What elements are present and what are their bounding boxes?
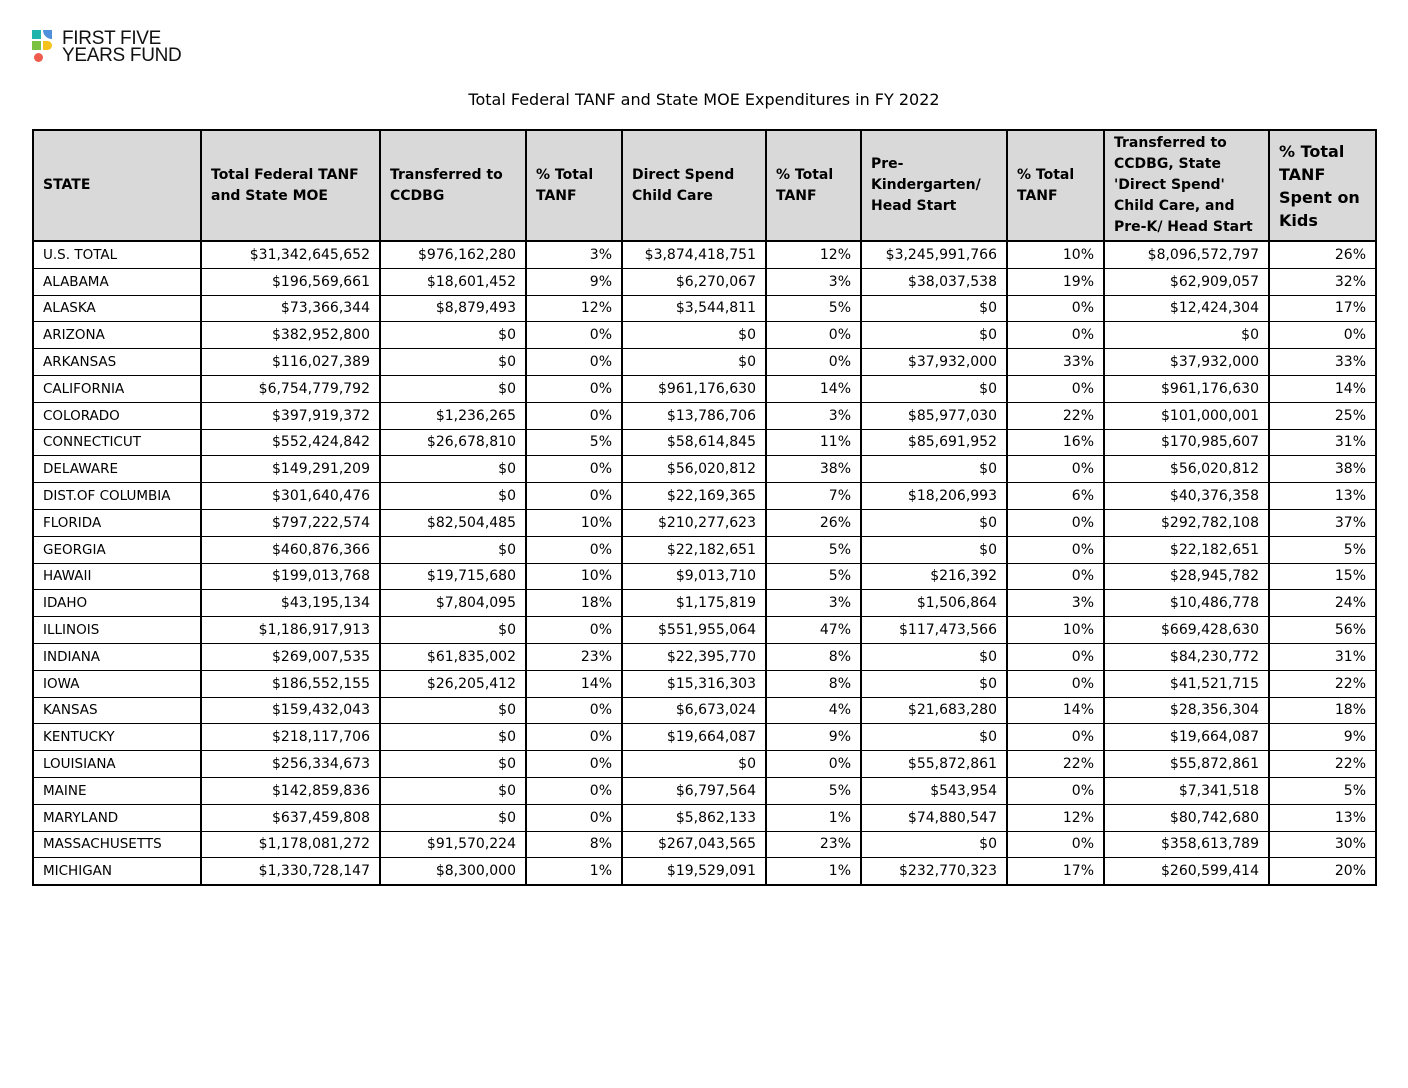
- cell-pct-prek: 6%: [1007, 483, 1104, 510]
- cell-pre-k: $232,770,323: [861, 858, 1007, 885]
- cell-total-tanf-moe: $256,334,673: [201, 751, 380, 778]
- header-direct-spend-child-care: Direct Spend Child Care: [622, 130, 766, 241]
- cell-pct-direct: 3%: [766, 402, 861, 429]
- cell-pct-kids: 20%: [1269, 858, 1376, 885]
- cell-transferred-ccdbg: $0: [380, 777, 526, 804]
- cell-transferred-ccdbg: $1,236,265: [380, 402, 526, 429]
- table-row: [33, 697, 1376, 724]
- cell-transferred-ccdbg: $0: [380, 536, 526, 563]
- table-row: [33, 777, 1376, 804]
- cell-pct-direct: 38%: [766, 456, 861, 483]
- cell-transferred-ccdbg: $61,835,002: [380, 643, 526, 670]
- cell-total-kids: $101,000,001: [1104, 402, 1269, 429]
- table-row: [33, 509, 1376, 536]
- cell-direct-spend: $58,614,845: [622, 429, 766, 456]
- cell-state: HAWAII: [33, 563, 201, 590]
- cell-pct-ccdbg: 0%: [526, 751, 622, 778]
- cell-state: MICHIGAN: [33, 858, 201, 885]
- cell-pct-ccdbg: 12%: [526, 295, 622, 322]
- cell-direct-spend: $19,529,091: [622, 858, 766, 885]
- table-row: [33, 563, 1376, 590]
- cell-transferred-ccdbg: $0: [380, 375, 526, 402]
- cell-pre-k: $0: [861, 322, 1007, 349]
- cell-transferred-ccdbg: $91,570,224: [380, 831, 526, 858]
- header-pct-spent-on-kids: % Total TANF Spent on Kids: [1269, 130, 1376, 241]
- cell-pct-prek: 0%: [1007, 322, 1104, 349]
- cell-pct-kids: 5%: [1269, 536, 1376, 563]
- cell-pct-direct: 5%: [766, 536, 861, 563]
- table-row: [33, 724, 1376, 751]
- table-row: [33, 831, 1376, 858]
- cell-pre-k: $85,977,030: [861, 402, 1007, 429]
- cell-transferred-ccdbg: $19,715,680: [380, 563, 526, 590]
- cell-pre-k: $38,037,538: [861, 268, 1007, 295]
- cell-pct-direct: 0%: [766, 322, 861, 349]
- cell-state: MARYLAND: [33, 804, 201, 831]
- cell-state: ILLINOIS: [33, 617, 201, 644]
- table-body: [33, 241, 1376, 885]
- cell-pct-direct: 0%: [766, 349, 861, 376]
- cell-total-tanf-moe: $31,342,645,652: [201, 241, 380, 268]
- cell-direct-spend: $961,176,630: [622, 375, 766, 402]
- cell-total-tanf-moe: $43,195,134: [201, 590, 380, 617]
- header-transferred-ccdbg: Transferred to CCDBG: [380, 130, 526, 241]
- cell-transferred-ccdbg: $0: [380, 697, 526, 724]
- cell-pre-k: $3,245,991,766: [861, 241, 1007, 268]
- cell-transferred-ccdbg: $8,300,000: [380, 858, 526, 885]
- cell-direct-spend: $210,277,623: [622, 509, 766, 536]
- cell-pct-ccdbg: 9%: [526, 268, 622, 295]
- header-pct-total-tanf-prek: % Total TANF: [1007, 130, 1104, 241]
- table-row: [33, 295, 1376, 322]
- cell-pre-k: $0: [861, 295, 1007, 322]
- cell-state: ARIZONA: [33, 322, 201, 349]
- cell-state: DELAWARE: [33, 456, 201, 483]
- cell-pct-kids: 26%: [1269, 241, 1376, 268]
- cell-pct-prek: 10%: [1007, 241, 1104, 268]
- cell-pct-ccdbg: 0%: [526, 375, 622, 402]
- header-state: STATE: [33, 130, 201, 241]
- cell-direct-spend: $6,797,564: [622, 777, 766, 804]
- cell-transferred-ccdbg: $0: [380, 456, 526, 483]
- cell-transferred-ccdbg: $0: [380, 349, 526, 376]
- cell-pre-k: $0: [861, 375, 1007, 402]
- cell-pre-k: $0: [861, 643, 1007, 670]
- cell-direct-spend: $22,182,651: [622, 536, 766, 563]
- cell-state: MAINE: [33, 777, 201, 804]
- cell-pct-kids: 31%: [1269, 643, 1376, 670]
- cell-total-tanf-moe: $637,459,808: [201, 804, 380, 831]
- cell-transferred-ccdbg: $976,162,280: [380, 241, 526, 268]
- cell-pre-k: $216,392: [861, 563, 1007, 590]
- cell-pct-prek: 33%: [1007, 349, 1104, 376]
- cell-state: MASSACHUSETTS: [33, 831, 201, 858]
- cell-total-tanf-moe: $116,027,389: [201, 349, 380, 376]
- cell-pct-ccdbg: 1%: [526, 858, 622, 885]
- cell-total-kids: $22,182,651: [1104, 536, 1269, 563]
- table-row: [33, 858, 1376, 885]
- cell-pct-ccdbg: 0%: [526, 617, 622, 644]
- header-pct-total-tanf-direct: % Total TANF: [766, 130, 861, 241]
- cell-state: ALABAMA: [33, 268, 201, 295]
- cell-pct-ccdbg: 8%: [526, 831, 622, 858]
- cell-total-tanf-moe: $159,432,043: [201, 697, 380, 724]
- cell-total-tanf-moe: $196,569,661: [201, 268, 380, 295]
- cell-pct-kids: 38%: [1269, 456, 1376, 483]
- cell-pct-prek: 17%: [1007, 858, 1104, 885]
- logo-mark-icon: [32, 30, 54, 64]
- cell-total-tanf-moe: $199,013,768: [201, 563, 380, 590]
- cell-pre-k: $0: [861, 509, 1007, 536]
- cell-total-kids: $28,945,782: [1104, 563, 1269, 590]
- cell-direct-spend: $15,316,303: [622, 670, 766, 697]
- cell-pct-kids: 22%: [1269, 670, 1376, 697]
- cell-state: CALIFORNIA: [33, 375, 201, 402]
- cell-pct-ccdbg: 0%: [526, 804, 622, 831]
- cell-state: CONNECTICUT: [33, 429, 201, 456]
- cell-pct-prek: 0%: [1007, 643, 1104, 670]
- cell-state: ARKANSAS: [33, 349, 201, 376]
- cell-total-kids: $10,486,778: [1104, 590, 1269, 617]
- cell-pct-kids: 24%: [1269, 590, 1376, 617]
- cell-pre-k: $18,206,993: [861, 483, 1007, 510]
- cell-pct-kids: 33%: [1269, 349, 1376, 376]
- cell-total-tanf-moe: $6,754,779,792: [201, 375, 380, 402]
- cell-pct-prek: 22%: [1007, 751, 1104, 778]
- header-total-kids-spending: Transferred to CCDBG, State 'Direct Spend' Child Care, and Pre-K/ Head Start: [1104, 130, 1269, 241]
- cell-pre-k: $1,506,864: [861, 590, 1007, 617]
- cell-pct-prek: 0%: [1007, 456, 1104, 483]
- cell-pct-kids: 31%: [1269, 429, 1376, 456]
- header-total-tanf-moe: Total Federal TANF and State MOE: [201, 130, 380, 241]
- cell-pct-kids: 0%: [1269, 322, 1376, 349]
- cell-direct-spend: $0: [622, 349, 766, 376]
- cell-pct-kids: 14%: [1269, 375, 1376, 402]
- cell-total-tanf-moe: $382,952,800: [201, 322, 380, 349]
- first-five-years-fund-logo: [32, 30, 181, 64]
- cell-pct-direct: 7%: [766, 483, 861, 510]
- table-row: [33, 429, 1376, 456]
- cell-pct-prek: 0%: [1007, 777, 1104, 804]
- header-pre-k-head-start: Pre-Kindergarten/ Head Start: [861, 130, 1007, 241]
- cell-pct-ccdbg: 10%: [526, 509, 622, 536]
- cell-total-kids: $358,613,789: [1104, 831, 1269, 858]
- cell-transferred-ccdbg: $26,678,810: [380, 429, 526, 456]
- cell-pct-ccdbg: 14%: [526, 670, 622, 697]
- cell-pct-kids: 9%: [1269, 724, 1376, 751]
- cell-pct-direct: 23%: [766, 831, 861, 858]
- cell-total-kids: $55,872,861: [1104, 751, 1269, 778]
- cell-pct-prek: 14%: [1007, 697, 1104, 724]
- cell-total-kids: $62,909,057: [1104, 268, 1269, 295]
- cell-pct-prek: 0%: [1007, 536, 1104, 563]
- cell-state: INDIANA: [33, 643, 201, 670]
- cell-total-kids: $41,521,715: [1104, 670, 1269, 697]
- cell-pre-k: $85,691,952: [861, 429, 1007, 456]
- cell-transferred-ccdbg: $18,601,452: [380, 268, 526, 295]
- cell-total-tanf-moe: $460,876,366: [201, 536, 380, 563]
- cell-pct-kids: 56%: [1269, 617, 1376, 644]
- cell-total-tanf-moe: $1,186,917,913: [201, 617, 380, 644]
- table-row: [33, 322, 1376, 349]
- table-row: [33, 268, 1376, 295]
- cell-pct-kids: 22%: [1269, 751, 1376, 778]
- cell-pct-ccdbg: 0%: [526, 402, 622, 429]
- cell-pct-prek: 19%: [1007, 268, 1104, 295]
- table-row: [33, 375, 1376, 402]
- cell-pct-kids: 25%: [1269, 402, 1376, 429]
- cell-total-tanf-moe: $797,222,574: [201, 509, 380, 536]
- cell-pre-k: $0: [861, 456, 1007, 483]
- cell-pct-prek: 0%: [1007, 831, 1104, 858]
- cell-pre-k: $543,954: [861, 777, 1007, 804]
- cell-pre-k: $21,683,280: [861, 697, 1007, 724]
- cell-direct-spend: $22,169,365: [622, 483, 766, 510]
- cell-direct-spend: $6,673,024: [622, 697, 766, 724]
- cell-pct-kids: 30%: [1269, 831, 1376, 858]
- cell-pre-k: $37,932,000: [861, 349, 1007, 376]
- cell-pct-direct: 1%: [766, 858, 861, 885]
- cell-pct-prek: 0%: [1007, 295, 1104, 322]
- table-row: [33, 751, 1376, 778]
- table-row: [33, 590, 1376, 617]
- cell-total-kids: $37,932,000: [1104, 349, 1269, 376]
- cell-direct-spend: $5,862,133: [622, 804, 766, 831]
- cell-pct-ccdbg: 23%: [526, 643, 622, 670]
- cell-pct-prek: 22%: [1007, 402, 1104, 429]
- cell-pct-prek: 0%: [1007, 724, 1104, 751]
- cell-pre-k: $0: [861, 831, 1007, 858]
- cell-state: KANSAS: [33, 697, 201, 724]
- cell-pct-kids: 13%: [1269, 804, 1376, 831]
- cell-total-kids: $12,424,304: [1104, 295, 1269, 322]
- cell-direct-spend: $0: [622, 322, 766, 349]
- cell-pct-direct: 8%: [766, 643, 861, 670]
- cell-pre-k: $0: [861, 536, 1007, 563]
- logo-line-2: YEARS FUND: [62, 45, 182, 66]
- cell-total-tanf-moe: $1,178,081,272: [201, 831, 380, 858]
- cell-transferred-ccdbg: $0: [380, 322, 526, 349]
- cell-state: COLORADO: [33, 402, 201, 429]
- cell-transferred-ccdbg: $26,205,412: [380, 670, 526, 697]
- cell-pct-direct: 5%: [766, 777, 861, 804]
- cell-total-kids: $260,599,414: [1104, 858, 1269, 885]
- cell-state: DIST.OF COLUMBIA: [33, 483, 201, 510]
- cell-direct-spend: $56,020,812: [622, 456, 766, 483]
- tanf-expenditures-table: [32, 129, 1377, 886]
- cell-total-kids: $961,176,630: [1104, 375, 1269, 402]
- cell-pre-k: $0: [861, 670, 1007, 697]
- cell-pct-kids: 15%: [1269, 563, 1376, 590]
- cell-pct-kids: 17%: [1269, 295, 1376, 322]
- cell-transferred-ccdbg: $0: [380, 751, 526, 778]
- cell-pct-ccdbg: 3%: [526, 241, 622, 268]
- cell-total-kids: $7,341,518: [1104, 777, 1269, 804]
- cell-transferred-ccdbg: $0: [380, 617, 526, 644]
- cell-pct-direct: 3%: [766, 590, 861, 617]
- cell-pre-k: $74,880,547: [861, 804, 1007, 831]
- cell-transferred-ccdbg: $82,504,485: [380, 509, 526, 536]
- cell-state: KENTUCKY: [33, 724, 201, 751]
- cell-pct-direct: 12%: [766, 241, 861, 268]
- table-row: [33, 483, 1376, 510]
- cell-state: LOUISIANA: [33, 751, 201, 778]
- cell-direct-spend: $19,664,087: [622, 724, 766, 751]
- cell-total-kids: $0: [1104, 322, 1269, 349]
- cell-state: IOWA: [33, 670, 201, 697]
- header-pct-total-tanf-ccdbg: % Total TANF: [526, 130, 622, 241]
- cell-pct-direct: 11%: [766, 429, 861, 456]
- cell-direct-spend: $0: [622, 751, 766, 778]
- cell-total-kids: $40,376,358: [1104, 483, 1269, 510]
- cell-total-tanf-moe: $149,291,209: [201, 456, 380, 483]
- table-row: [33, 456, 1376, 483]
- cell-pct-direct: 47%: [766, 617, 861, 644]
- cell-total-tanf-moe: $269,007,535: [201, 643, 380, 670]
- cell-pct-ccdbg: 0%: [526, 536, 622, 563]
- cell-pct-ccdbg: 18%: [526, 590, 622, 617]
- cell-pct-prek: 12%: [1007, 804, 1104, 831]
- table-row: [33, 349, 1376, 376]
- cell-total-kids: $170,985,607: [1104, 429, 1269, 456]
- cell-pct-kids: 18%: [1269, 697, 1376, 724]
- cell-transferred-ccdbg: $0: [380, 804, 526, 831]
- cell-total-tanf-moe: $552,424,842: [201, 429, 380, 456]
- cell-pre-k: $0: [861, 724, 1007, 751]
- cell-pct-ccdbg: 0%: [526, 724, 622, 751]
- cell-state: U.S. TOTAL: [33, 241, 201, 268]
- cell-pct-prek: 0%: [1007, 670, 1104, 697]
- cell-pct-prek: 16%: [1007, 429, 1104, 456]
- cell-total-kids: $19,664,087: [1104, 724, 1269, 751]
- cell-pct-direct: 0%: [766, 751, 861, 778]
- cell-state: ALASKA: [33, 295, 201, 322]
- cell-pct-ccdbg: 0%: [526, 697, 622, 724]
- cell-pre-k: $117,473,566: [861, 617, 1007, 644]
- cell-transferred-ccdbg: $0: [380, 483, 526, 510]
- cell-pct-prek: 10%: [1007, 617, 1104, 644]
- cell-total-kids: $292,782,108: [1104, 509, 1269, 536]
- cell-total-kids: $84,230,772: [1104, 643, 1269, 670]
- cell-total-kids: $56,020,812: [1104, 456, 1269, 483]
- table-row: [33, 402, 1376, 429]
- cell-pct-direct: 8%: [766, 670, 861, 697]
- cell-pct-direct: 26%: [766, 509, 861, 536]
- cell-total-kids: $28,356,304: [1104, 697, 1269, 724]
- cell-direct-spend: $3,874,418,751: [622, 241, 766, 268]
- table-row: [33, 670, 1376, 697]
- cell-transferred-ccdbg: $0: [380, 724, 526, 751]
- cell-direct-spend: $9,013,710: [622, 563, 766, 590]
- table-row: [33, 643, 1376, 670]
- cell-pct-direct: 9%: [766, 724, 861, 751]
- logo-wordmark: [62, 30, 181, 64]
- cell-direct-spend: $3,544,811: [622, 295, 766, 322]
- cell-total-tanf-moe: $73,366,344: [201, 295, 380, 322]
- cell-pct-kids: 37%: [1269, 509, 1376, 536]
- cell-total-tanf-moe: $218,117,706: [201, 724, 380, 751]
- cell-pct-kids: 32%: [1269, 268, 1376, 295]
- cell-pct-ccdbg: 0%: [526, 349, 622, 376]
- cell-pct-ccdbg: 0%: [526, 322, 622, 349]
- cell-state: GEORGIA: [33, 536, 201, 563]
- table-row: [33, 241, 1376, 268]
- cell-pct-kids: 13%: [1269, 483, 1376, 510]
- cell-pct-ccdbg: 10%: [526, 563, 622, 590]
- logo-line-1: FIRST FIVE: [62, 28, 162, 49]
- cell-pct-kids: 5%: [1269, 777, 1376, 804]
- table-row: [33, 617, 1376, 644]
- cell-pct-ccdbg: 5%: [526, 429, 622, 456]
- cell-pct-direct: 14%: [766, 375, 861, 402]
- cell-pct-prek: 0%: [1007, 509, 1104, 536]
- cell-total-tanf-moe: $186,552,155: [201, 670, 380, 697]
- cell-pct-direct: 1%: [766, 804, 861, 831]
- cell-direct-spend: $267,043,565: [622, 831, 766, 858]
- cell-pre-k: $55,872,861: [861, 751, 1007, 778]
- cell-pct-ccdbg: 0%: [526, 777, 622, 804]
- table-row: [33, 536, 1376, 563]
- cell-total-tanf-moe: $1,330,728,147: [201, 858, 380, 885]
- cell-transferred-ccdbg: $7,804,095: [380, 590, 526, 617]
- cell-direct-spend: $6,270,067: [622, 268, 766, 295]
- cell-direct-spend: $22,395,770: [622, 643, 766, 670]
- cell-pct-direct: 5%: [766, 295, 861, 322]
- cell-pct-direct: 4%: [766, 697, 861, 724]
- cell-total-tanf-moe: $142,859,836: [201, 777, 380, 804]
- cell-state: FLORIDA: [33, 509, 201, 536]
- cell-direct-spend: $551,955,064: [622, 617, 766, 644]
- cell-pct-prek: 3%: [1007, 590, 1104, 617]
- document-title: Total Federal TANF and State MOE Expenditures in FY 2022: [468, 90, 940, 109]
- table-row: [33, 804, 1376, 831]
- cell-pct-ccdbg: 0%: [526, 456, 622, 483]
- cell-pct-prek: 0%: [1007, 375, 1104, 402]
- cell-pct-direct: 3%: [766, 268, 861, 295]
- cell-pct-ccdbg: 0%: [526, 483, 622, 510]
- cell-direct-spend: $1,175,819: [622, 590, 766, 617]
- cell-total-kids: $8,096,572,797: [1104, 241, 1269, 268]
- cell-direct-spend: $13,786,706: [622, 402, 766, 429]
- cell-total-tanf-moe: $397,919,372: [201, 402, 380, 429]
- cell-transferred-ccdbg: $8,879,493: [380, 295, 526, 322]
- cell-pct-direct: 5%: [766, 563, 861, 590]
- cell-total-tanf-moe: $301,640,476: [201, 483, 380, 510]
- cell-pct-prek: 0%: [1007, 563, 1104, 590]
- cell-total-kids: $669,428,630: [1104, 617, 1269, 644]
- table-header-row: [33, 130, 1376, 241]
- cell-state: IDAHO: [33, 590, 201, 617]
- cell-total-kids: $80,742,680: [1104, 804, 1269, 831]
